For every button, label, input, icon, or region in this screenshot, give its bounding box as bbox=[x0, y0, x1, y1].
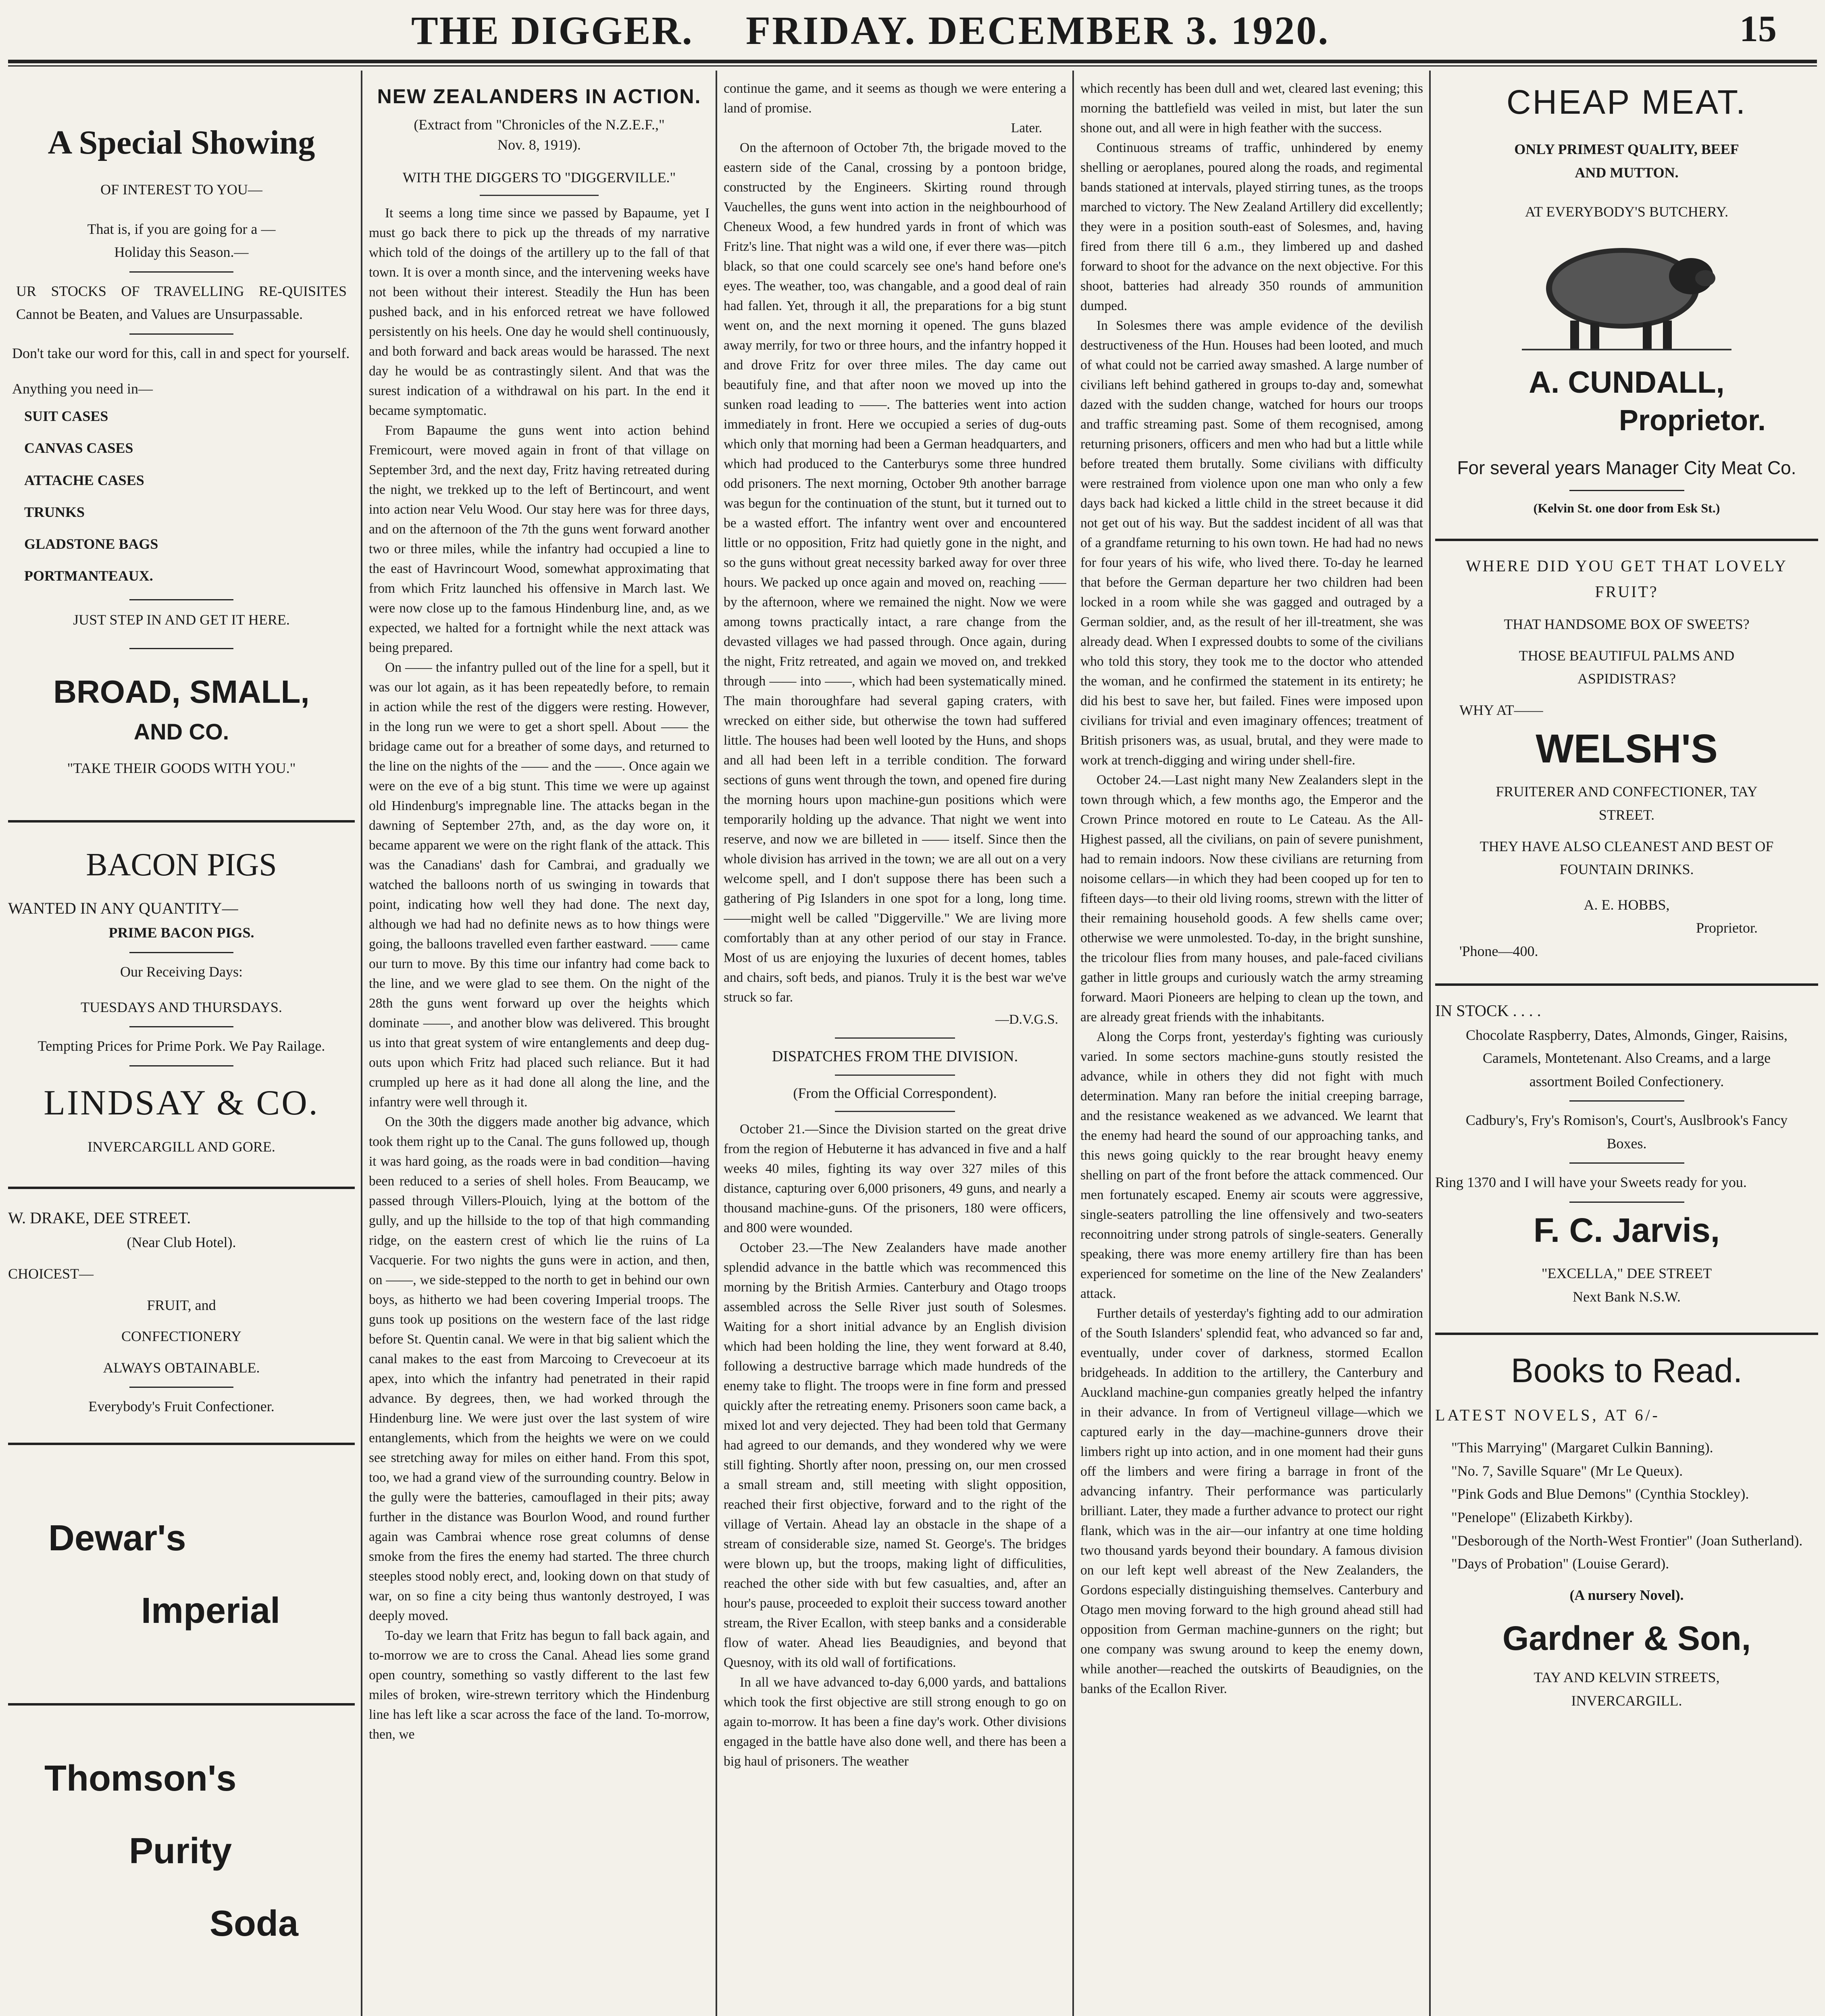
book-item: "Penelope" (Elizabeth Kirkby). bbox=[1451, 1509, 1633, 1526]
right-ads-column bbox=[1435, 79, 1818, 1713]
ad-text: THAT HANDSOME BOX OF SWEETS? bbox=[1504, 616, 1750, 632]
article-column-1 bbox=[369, 79, 710, 1744]
dispatch-paragraph: In all we have advanced to-day 6,000 yards, and battalions which took the first objective are still strong enough to go on again to-morrow. It has been a fine day's work. Other divisions engaged in the battle have also done well, and there has been a big haul of prisoners. The weather bbox=[724, 1674, 1066, 1769]
ad-text: WANTED IN ANY QUANTITY— bbox=[8, 899, 238, 918]
divider bbox=[129, 333, 233, 335]
broad-small-title: BROAD, SMALL, bbox=[53, 673, 310, 710]
column-rule bbox=[1429, 71, 1431, 2016]
ad-text: THEY HAVE ALSO CLEANEST AND BEST OF FOUNTAIN DRINKS. bbox=[1480, 838, 1774, 878]
ad-text: TAY AND KELVIN STREETS, bbox=[1534, 1669, 1720, 1686]
dispatch-paragraph: October 24.—Last night many New Zealanders slept in the town through which, a few months ago, the Emperor and the Crown Prince motored en route to Le Cateau. As the All-Highest passed, all the civilians, on pain of severe punishment, had to remain indoors. Now these civilians are returning from noisome cellars—in which they had been cooped up for ten to fifteen days—to their old living rooms, strewn with the litter of their remaining household goods. A few shells came over; otherwise we were unmolested. To-day, in the bright sunshine, the tricolour flies from many houses, and pale-faced civilians gather in little groups and curiously watch the army streaming forward. Maori Pioneers are helping to clean up the town, and are already great friends with the inhabitants. bbox=[1080, 773, 1423, 1025]
ad-divider bbox=[1435, 539, 1818, 541]
ad-divider bbox=[8, 1703, 355, 1706]
ad-divider bbox=[8, 1443, 355, 1445]
books-list bbox=[1435, 1428, 1818, 1576]
bacon-pigs-ad bbox=[8, 847, 355, 1158]
ad-text: Everybody's Fruit Confectioner. bbox=[88, 1398, 275, 1415]
ad-text: LATEST NOVELS, AT 6/- bbox=[1435, 1406, 1660, 1425]
ad-text: CHOICEST— bbox=[8, 1266, 94, 1282]
jarvis-name: F. C. Jarvis, bbox=[1533, 1211, 1720, 1250]
luggage-list bbox=[8, 400, 355, 592]
divider bbox=[1569, 1202, 1684, 1203]
paper-name: THE DIGGER. bbox=[411, 8, 693, 53]
ad-divider bbox=[8, 820, 355, 823]
article-later: Later. bbox=[1011, 121, 1042, 135]
list-item: TRUNKS bbox=[24, 504, 85, 520]
thomson-line-3: Soda bbox=[210, 1904, 299, 1944]
list-item: ATTACHE CASES bbox=[24, 472, 144, 488]
ad-text: IN STOCK . . . . bbox=[1435, 1001, 1541, 1020]
article-paragraph: On the afternoon of October 7th, the brigade moved to the eastern side of the Canal, crossing by a pontoon bridge, constructed by the Engineers. Skirting round through Vauchelles, the guns went into action in the neighbourhood of Cheneux Wood, a few hundred yards in front of which was Fritz's line. That night was a wild one, if ever there was—pitch black, so that one could scarcely see one's hand before one's eyes. The weather, too, was changable, and a good deal of rain had fallen. Yet, through it all, the preparations for a big stunt went on, and the next morning it opened. The guns blazed away merrily, for two or three hours, and the infantry hopped it and drove Fritz for over three miles. The day came out beautifuly fine, and that after noon we moved up into the sunken road leading to ——. The batteries went into action immediately in front. Here we occupied a series of dug-outs which only that morning had been a German headquarters, and which had produced to the Canterburys some three hundred odd prisoners. The next morning, October 9th another barrage was begun for the continuation of the stunt, but it turned out to be a wasted effort. The infantry went over and encountered little or no opposition, Fritz had quietly gone in the night, and so the guns without great necessity barked away for over three hours. We packed up once again and moved on, reaching —— by the afternoon, where we remained the night. Now we were among towns practically intact, a rare change from the devasted villages we had passed through. Once again, during the night, Fritz retreated, and again we moved on, and trekked through —— into ——, which had been systematically mined. The main thoroughfare had several gaping craters, with wrecked on either side, but otherwise the town had suffered little. The houses had been well looted by the Huns, and shops and all had been left in a terrible condition. The forward sections of guns went through the town, and opened fire during the morning hours upon machine-gun positions which were temporarily holding up the advance. That night we went into reserve, and now we are billeted in —— itself. Since then the whole division has arrived in the town; we are all out on a very welcome spell, and I don't suppose there has been such a gathering of Pig Islanders in one spot for a long, long time. ——might well be called "Diggerville." We are living more comfortably than at any other period of our stay in France. Most of us are enjoying the luxuries of decent homes, tables and chairs, soft beds, and pianos. Truly it is the best war we've struck so far. bbox=[724, 140, 1066, 1005]
book-item: "Pink Gods and Blue Demons" (Cynthia Stockley). bbox=[1451, 1486, 1749, 1502]
column-rule bbox=[716, 71, 717, 2016]
divider bbox=[129, 952, 233, 953]
divider bbox=[835, 1037, 955, 1039]
ad-text: ALWAYS OBTAINABLE. bbox=[103, 1359, 260, 1376]
ad-text: "EXCELLA," DEE STREET bbox=[1541, 1265, 1712, 1282]
ad-text: W. DRAKE, DEE STREET. bbox=[8, 1209, 191, 1227]
broad-small-co: AND CO. bbox=[133, 719, 229, 744]
article-signature: —D.V.G.S. bbox=[995, 1012, 1058, 1027]
ad-divider bbox=[1435, 983, 1818, 986]
book-item: "Days of Probation" (Louise Gerard). bbox=[1451, 1556, 1669, 1572]
article-title: NEW ZEALANDERS IN ACTION. bbox=[377, 85, 701, 108]
welsh-ad bbox=[1435, 553, 1818, 963]
ad-divider bbox=[8, 1187, 355, 1189]
lindsay-title: LINDSAY & CO. bbox=[44, 1083, 319, 1123]
ad-text: That is, if you are going for a —Holiday this Season.— bbox=[87, 221, 276, 260]
ad-text: FRUIT, and bbox=[147, 1297, 216, 1313]
books-title: Books to Read. bbox=[1511, 1352, 1743, 1390]
page-number: 15 bbox=[1740, 8, 1777, 49]
ad-text: Anything you need in— bbox=[12, 380, 153, 397]
ad-title: BACON PIGS bbox=[86, 847, 277, 883]
dewars-line-2: Imperial bbox=[141, 1591, 281, 1631]
dewars-ad bbox=[8, 1457, 355, 1699]
ad-text: Next Bank N.S.W. bbox=[1573, 1288, 1681, 1305]
thomson-ad bbox=[8, 1718, 355, 2016]
ad-text: A. E. HOBBS, bbox=[1584, 896, 1670, 913]
ad-divider bbox=[1435, 1333, 1818, 1335]
ad-text: PRIME BACON PIGS. bbox=[108, 925, 254, 941]
broad-small-tagline: "TAKE THEIR GOODS WITH YOU." bbox=[67, 760, 296, 776]
ad-text: FRUITERER AND CONFECTIONER, TAY STREET. bbox=[1496, 783, 1758, 823]
ad-text: INVERCARGILL. bbox=[1571, 1693, 1682, 1709]
ad-subtitle: OF INTEREST TO YOU— bbox=[100, 181, 262, 198]
ad-text: CONFECTIONERY bbox=[121, 1328, 242, 1345]
dispatch-paragraph: October 23.—The New Zealanders have made another splendid advance in the battle which was recommenced this morning by the British Armies. Canterbury and Otago troops assembled across the Selle River just south of Solesmes. Waiting for a short initial advance by an English division which had been holding the line, they went forward at 8.40, following a destructive barrage which made hundreds of the enemy take to flight. The troops were in fine form and pressed quickly after the retreating enemy. Prisoners soon came back, a mixed lot and very dejected. They had been told that Germany had agreed to our demands, and they wondered why we were still fighting. Shortly after noon, pressing on, our men crossed a small stream and, still meeting with slight opposition, reached their first objective, forward and to the right of the village of Vertain. Ahead lay an obstacle in the shape of a stream of considerable size, named St. George's. The bridges were blown up, but the troops, making light of difficulities, reached the other side with but few casualties, and, after an hour's pause, proceeded to exploit their success toward another stream, the River Ecallon, with steep banks and a considerable flow of water. Ahead lies Beaudignies, and beyond that Quesnoy, with its old wall of fortifications. bbox=[724, 1240, 1066, 1670]
dispatch-paragraph: which recently has been dull and wet, cleared last evening; this morning the battlefield was veiled in mist, but later the sun shone out, and all were in high feather with the success. bbox=[1080, 81, 1423, 135]
ad-text: Ring 1370 and I will have your Sweets ready for you. bbox=[1435, 1174, 1747, 1191]
list-item: PORTMANTEAUX. bbox=[24, 568, 153, 584]
drake-ad bbox=[8, 1205, 355, 1418]
divider bbox=[129, 1387, 233, 1388]
ad-text: UR STOCKS OF TRAVELLING RE-QUISITES Cannot be Beaten, and Values are Unsurpassable. bbox=[16, 283, 347, 323]
ad-text: JUST STEP IN AND GET IT HERE. bbox=[73, 612, 290, 628]
ad-text: WHY AT—— bbox=[1459, 702, 1543, 718]
ad-text: (A nursery Novel). bbox=[1569, 1587, 1684, 1603]
dispatches-subtitle: (From the Official Correspondent). bbox=[793, 1085, 997, 1102]
ad-text: THOSE BEAUTIFUL PALMS AND ASPIDISTRAS? bbox=[1519, 647, 1735, 687]
article-extract: (Extract from "Chronicles of the N.Z.E.F.," Nov. 8, 1919). bbox=[414, 117, 665, 153]
divider bbox=[835, 1111, 955, 1112]
masthead-rule-thin bbox=[8, 65, 1817, 67]
dispatch-paragraph: In Solesmes there was ample evidence of the devilish destructiveness of the Hun. Houses had been looted, and much of what could not be carried away smashed. A large number of civilians left behind gathered in groups to-day and, somewhat dazed with the sudden change, watched for hours our troops and traffic streaming past. Some of them recognised, among returning prisoners, officers and men who had but a little while before treated them brutally. Some civilians with difficulty were restrained from violence upon one man who only a few days back had kicked a little child in the street because it did not get out of his way. But the saddest incident of all was that of a grandfame returning to his own town. He had had no news for four years of his wife, who lived there. To-day he learned that before the German departure her two children had been locked in a room while she was gagged and outraged by a German soldier, and, as the result of her ill-treatment, she was already dead. When I expressed doubts to some of the civilians who told this story, they took me to the doctor who attended the woman, and he confirmed the statement in its entirety; he did his best to save her, but failed. Fines were imposed upon civilians for trivial and even imaginary offences; treatment of British prisoners was, as usual, brutal, and they were made to work at trench-digging and wiring under shell-fire. bbox=[1080, 318, 1423, 768]
in-stock-ad bbox=[1435, 998, 1818, 1309]
book-item: "Desborough of the North-West Frontier" (Joan Sutherland). bbox=[1451, 1532, 1803, 1549]
gardner-name: Gardner & Son, bbox=[1502, 1619, 1751, 1658]
divider bbox=[129, 271, 233, 273]
column-rule bbox=[1072, 71, 1074, 2016]
ad-text: WHERE DID YOU GET THAT LOVELY FRUIT? bbox=[1465, 556, 1788, 601]
dispatch-paragraph: October 21.—Since the Division started on the great drive from the region of Hebuterne it has advanced in five and a half weeks 40 miles, fighting its way over 327 miles of this distance, capturing over 6,000 prisoners, 49 guns, and nearly a thousand machine-guns. Of the prisoners, 180 were officers, and 800 were wounded. bbox=[724, 1121, 1066, 1235]
divider bbox=[129, 648, 233, 649]
ad-text: Tempting Prices for Prime Pork. We Pay Railage. bbox=[37, 1038, 325, 1054]
article-paragraph: To-day we learn that Fritz has begun to fall back again, and to-morrow we are to cross the Canal. Ahead lies some grand open country, something so vastly different to the last few miles of broken, wire-strewn territory which the Hindenburg line has left like a scar across the face of the land. To-morrow, then, we bbox=[369, 1628, 710, 1742]
proprietor-label: Proprietor. bbox=[1619, 404, 1766, 437]
list-item: GLADSTONE BAGS bbox=[24, 535, 158, 552]
ad-text: Cadbury's, Fry's Romison's, Court's, Auslbrook's Fancy Boxes. bbox=[1465, 1112, 1788, 1152]
dispatch-paragraph: Further details of yesterday's fighting add to our admiration of the South Islanders' splendid feat, who advanced so far and, eventually, under cover of darkness, stormed Ecallon bridgeheads. In addition to the artillery, the Canterbury and Auckland machine-gun companies greatly helped the infantry in their advance. In from of Vertigneul village—which we captured early in the day—machine-gunners drove their limbers right up into action, and in one moment had their guns off the limbers and were firing a barrage in front of the advancing infantry. Their performance was particularly brilliant. Later, they made a further advance to protect our right flank, which was in the air—our infantry at one time holding two thousand yards beyond their boundary. A famous division on our left kept well abreast of the New Zealanders, the Gordons especially distinguishing themselves. Canterbury and Otago men moving forward to the high ground ahead still had opposition from German machine-gunners on the right; but one company was swung around to keep the enemy down, while another—reached the outskirts of Beaudignies, on the banks of the Ecallon River. bbox=[1080, 1306, 1423, 1696]
article-paragraph: continue the game, and it seems as though we were entering a land of promise. bbox=[724, 81, 1066, 116]
article-paragraph: On the 30th the diggers made another big advance, which took them right up to the Canal. The guns followed up, though it was hard going, as the roads were in bad condition—having been reduced to a series of shell holes. From Beaucamp, we passed through Villers-Plouich, lying at the bottom of the gully, and up the hillside to the top of that high commanding ridge, on the eastern crest of which lie the ruins of La Vacquerie. For two nights the guns were in action, and then, on ——, we side-stepped to the north to get in behind our own boys, as hitherto we had been covering Imperial troops. The guns took up positions on the western face of the last ridge before St. Quentin canal. We were in that big salient which the canal makes to the east from Marcoing to Crevecoeur at its apex, into which the infantry had penetrated in their rapid advance. By degrees, then, we had worked through the Hindenburg line. We were just over the last system of wire entanglements, which from the heights we were on we could see stretching away for miles on either hand. From this spot, too, we had a grand view of the surrounding country. Below in the gully were the batteries, camouflaged in their pits; away further in the distance was Bourlon Wood, and round further again was Cambrai whence rose great columns of dense smoke from the fires the enemy had started. The three church steeples stood nobly erect, and, looking down on that study of war, on so fine a city being thus wantonly destroyed, I was deeply moved. bbox=[369, 1114, 710, 1624]
ad-text: 'Phone—400. bbox=[1459, 943, 1538, 959]
dispatches-title: DISPATCHES FROM THE DIVISION. bbox=[772, 1048, 1018, 1065]
article-subtitle: WITH THE DIGGERS TO "DIGGERVILLE." bbox=[402, 169, 676, 185]
thomson-line-2: Purity bbox=[129, 1831, 232, 1871]
cheap-meat-ad bbox=[1435, 83, 1818, 519]
divider bbox=[480, 195, 599, 196]
divider bbox=[1569, 1100, 1684, 1102]
article-paragraph: From Bapaume the guns went into action behind Fremicourt, were moved again in front of that village on September 3rd, and the next day, Fritz having retreated during the night, we trekked up to the left of Bertincourt, and went into action near Velu Wood. Our stay here was for three days, and on the afternoon of the 7th the guns went forward another two or three miles, while the infantry had occupied a line to the east of Havrincourt Wood, somewhat approximating that from which Fritz launched his offensive in March last. We were now close up to the famous Hindenburg line, and, as we expected, we halted for a fortnight while the next attack was being prepared. bbox=[369, 423, 710, 656]
ad-text: ONLY PRIMEST QUALITY, BEEF AND MUTTON. bbox=[1514, 141, 1739, 181]
issue-date: FRIDAY. DECEMBER 3. 1920. bbox=[746, 8, 1330, 53]
thomson-line-1: Thomson's bbox=[44, 1758, 237, 1799]
divider bbox=[1569, 490, 1684, 491]
masthead-rule bbox=[8, 60, 1817, 63]
list-item: SUIT CASES bbox=[24, 408, 108, 425]
books-ad bbox=[1435, 1351, 1818, 1712]
book-item: "No. 7, Saville Square" (Mr Le Queux). bbox=[1451, 1462, 1683, 1479]
dewars-line-1: Dewar's bbox=[48, 1518, 186, 1558]
masthead bbox=[0, 0, 1825, 60]
ad-title: CHEAP MEAT. bbox=[1506, 83, 1747, 121]
sheep-illustration bbox=[1522, 232, 1731, 353]
column-rule bbox=[361, 71, 362, 2016]
travel-goods-ad bbox=[8, 123, 355, 780]
ad-text: INVERCARGILL AND GORE. bbox=[87, 1138, 275, 1155]
ad-text: (Kelvin St. one door from Esk St.) bbox=[1533, 501, 1720, 516]
divider bbox=[129, 1065, 233, 1066]
divider bbox=[1569, 1162, 1684, 1164]
ad-text: (Near Club Hotel). bbox=[127, 1234, 236, 1251]
ad-text: Proprietor. bbox=[1696, 920, 1758, 936]
ad-text: Our Receiving Days: bbox=[120, 964, 243, 980]
article-column-3 bbox=[1080, 79, 1423, 1699]
article-paragraph: It seems a long time since we passed by Bapaume, yet I must go back there to pick up the threads of my narrative which told of the doings of the artillery up to the fall of that town. It is over a month since, and the intervening weeks have not been without their interest. Steadily the Hun has been pushed back, and in his enforced retreat we have followed persistently on his heels. One day he would shell continuously, and both forward and back areas would be harassed. The next day he would be as contrastingly silent. And that was the surest indication of a withdrawal on his part. In the end it became symptomatic. bbox=[369, 206, 710, 419]
divider bbox=[835, 1075, 955, 1076]
ad-text: TUESDAYS AND THURSDAYS. bbox=[81, 999, 282, 1015]
left-ads-column bbox=[8, 79, 355, 2016]
dispatch-paragraph: Continuous streams of traffic, unhindered by enemy shelling or aeroplanes, poured along the roads, and regimental bands stationed at intervals, played stirring tunes, as the troops marched to victory. The New Zealand Artillery did excellently; they were in a position south-east of Solesmes, and, having fired from there till 6 a.m., they limbered up and dashed forward to shoot for the advance on the next objective. For this shoot, batteries had already 350 rounds of ammunition dumped. bbox=[1080, 140, 1423, 313]
article-column-2 bbox=[724, 79, 1066, 1771]
dispatch-paragraph: Along the Corps front, yesterday's fighting was curiously varied. In some sectors machine-guns stoutly resisted the advance, while in others they did not fight with much determination. Many ran before the initial creeping barrage, and the resistance weakened as we advanced. We learnt that the enemy had heard the sound of our approaching tanks, and this news going quickly to the rear brought heavy enemy shelling on part of the front before the attack commenced. Our men fortunately escaped. Enemy air scouts were aggressive, single-seaters patrolling the line offensively and two-seaters reconnoitring under strong patrols of single-seaters. Generally speaking, there was more enemy artillery fire than has been experienced for sometime on the line of the New Zealanders' attack. bbox=[1080, 1029, 1423, 1301]
divider bbox=[129, 599, 233, 600]
cundall-name: A. CUNDALL, bbox=[1529, 365, 1725, 400]
list-item: CANVAS CASES bbox=[24, 440, 133, 456]
ad-text: AT EVERYBODY'S BUTCHERY. bbox=[1525, 204, 1729, 220]
ad-text: Chocolate Raspberry, Dates, Almonds, Ginger, Raisins, Caramels, Montetenant. Also Creams, and a large assortment Boiled Confectionery. bbox=[1465, 1027, 1788, 1089]
divider bbox=[129, 1026, 233, 1027]
book-item: "This Marrying" (Margaret Culkin Banning). bbox=[1451, 1439, 1713, 1456]
welsh-title: WELSH'S bbox=[1536, 726, 1718, 772]
article-paragraph: On —— the infantry pulled out of the line for a spell, but it was our lot again, as it has been repeatedly before, to remain in action while the rest of the diggers were resting. However, in the long run we were to get a short spell. About —— the bridage came out for a breather of some days, and returned to the line on the nights of the —— and the ——. Once again we were on the eve of a big stunt. This time we were up against old Hindenburg's impregnable line. The attacks began in the dawning of September 27th, and, as the day wore on, it became apparent we were on the right flank of the attack. This was the Canadians' dash for Cambrai, and gradually we watched the balloons north of us swinging in towards that point, indicating how well they had done. The next day, although we had had no definite news as to how things were going, the balloons travelled even farther eastward. —— came our turn to move. By this time our infantry had come back to the line, and we were glad to see them. On the night of the 28th the guns went forward up over the heights which dominate ——, and another blow was delivered. This brought us into that great system of wire entanglements and deep dug-outs upon which Fritz had placed such reliance. But it had crumpled up here as it had done all along the line, and the infantry were well through it. bbox=[369, 660, 710, 1110]
ad-text: For several years Manager City Meat Co. bbox=[1457, 457, 1796, 478]
ad-title: A Special Showing bbox=[48, 124, 315, 161]
ad-text: Don't take our word for this, call in and spect for yourself. bbox=[12, 345, 350, 361]
